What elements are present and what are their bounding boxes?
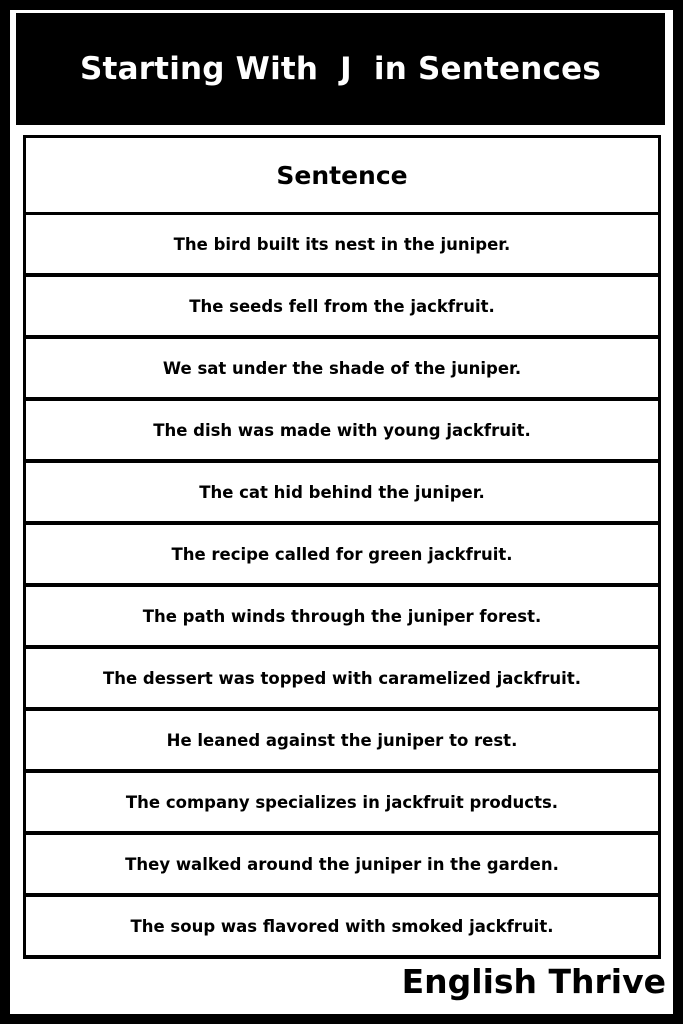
sentence-cell: The path winds through the juniper forest. (142, 606, 542, 626)
table-row (23, 835, 661, 897)
table-row (23, 463, 661, 525)
table-row (23, 897, 661, 959)
sentence-cell: The dish was made with young jackfruit. (153, 420, 531, 440)
sentence-cell: The seeds fell from the jackfruit. (189, 296, 495, 316)
column-header-sentence: Sentence (276, 160, 408, 190)
table-row (23, 587, 661, 649)
title-banner (16, 13, 665, 125)
table-row (23, 711, 661, 773)
brand-watermark: English Thrive (401, 962, 666, 1001)
table-row (23, 401, 661, 463)
sentence-cell: He leaned against the juniper to rest. (166, 730, 518, 750)
table-row (23, 215, 661, 277)
sentence-cell: The cat hid behind the juniper. (199, 482, 485, 502)
sentence-cell: The bird built its nest in the juniper. (173, 234, 511, 254)
table-header (26, 138, 658, 215)
sentence-cell: The dessert was topped with caramelized jackfruit. (102, 668, 581, 688)
page-title: Starting With J in Sentences (80, 51, 601, 87)
table-row (23, 339, 661, 401)
sentence-cell: We sat under the shade of the juniper. (162, 358, 522, 378)
sentence-cell: The company specializes in jackfruit products. (125, 792, 559, 812)
sentence-cell: The soup was flavored with smoked jackfruit. (130, 916, 554, 936)
sentence-cell: They walked around the juniper in the garden. (125, 854, 559, 874)
sentence-table (23, 135, 661, 959)
sentence-cell: The recipe called for green jackfruit. (171, 544, 513, 564)
table-row (23, 649, 661, 711)
table-row (23, 277, 661, 339)
table-row (23, 773, 661, 835)
table-row (23, 525, 661, 587)
